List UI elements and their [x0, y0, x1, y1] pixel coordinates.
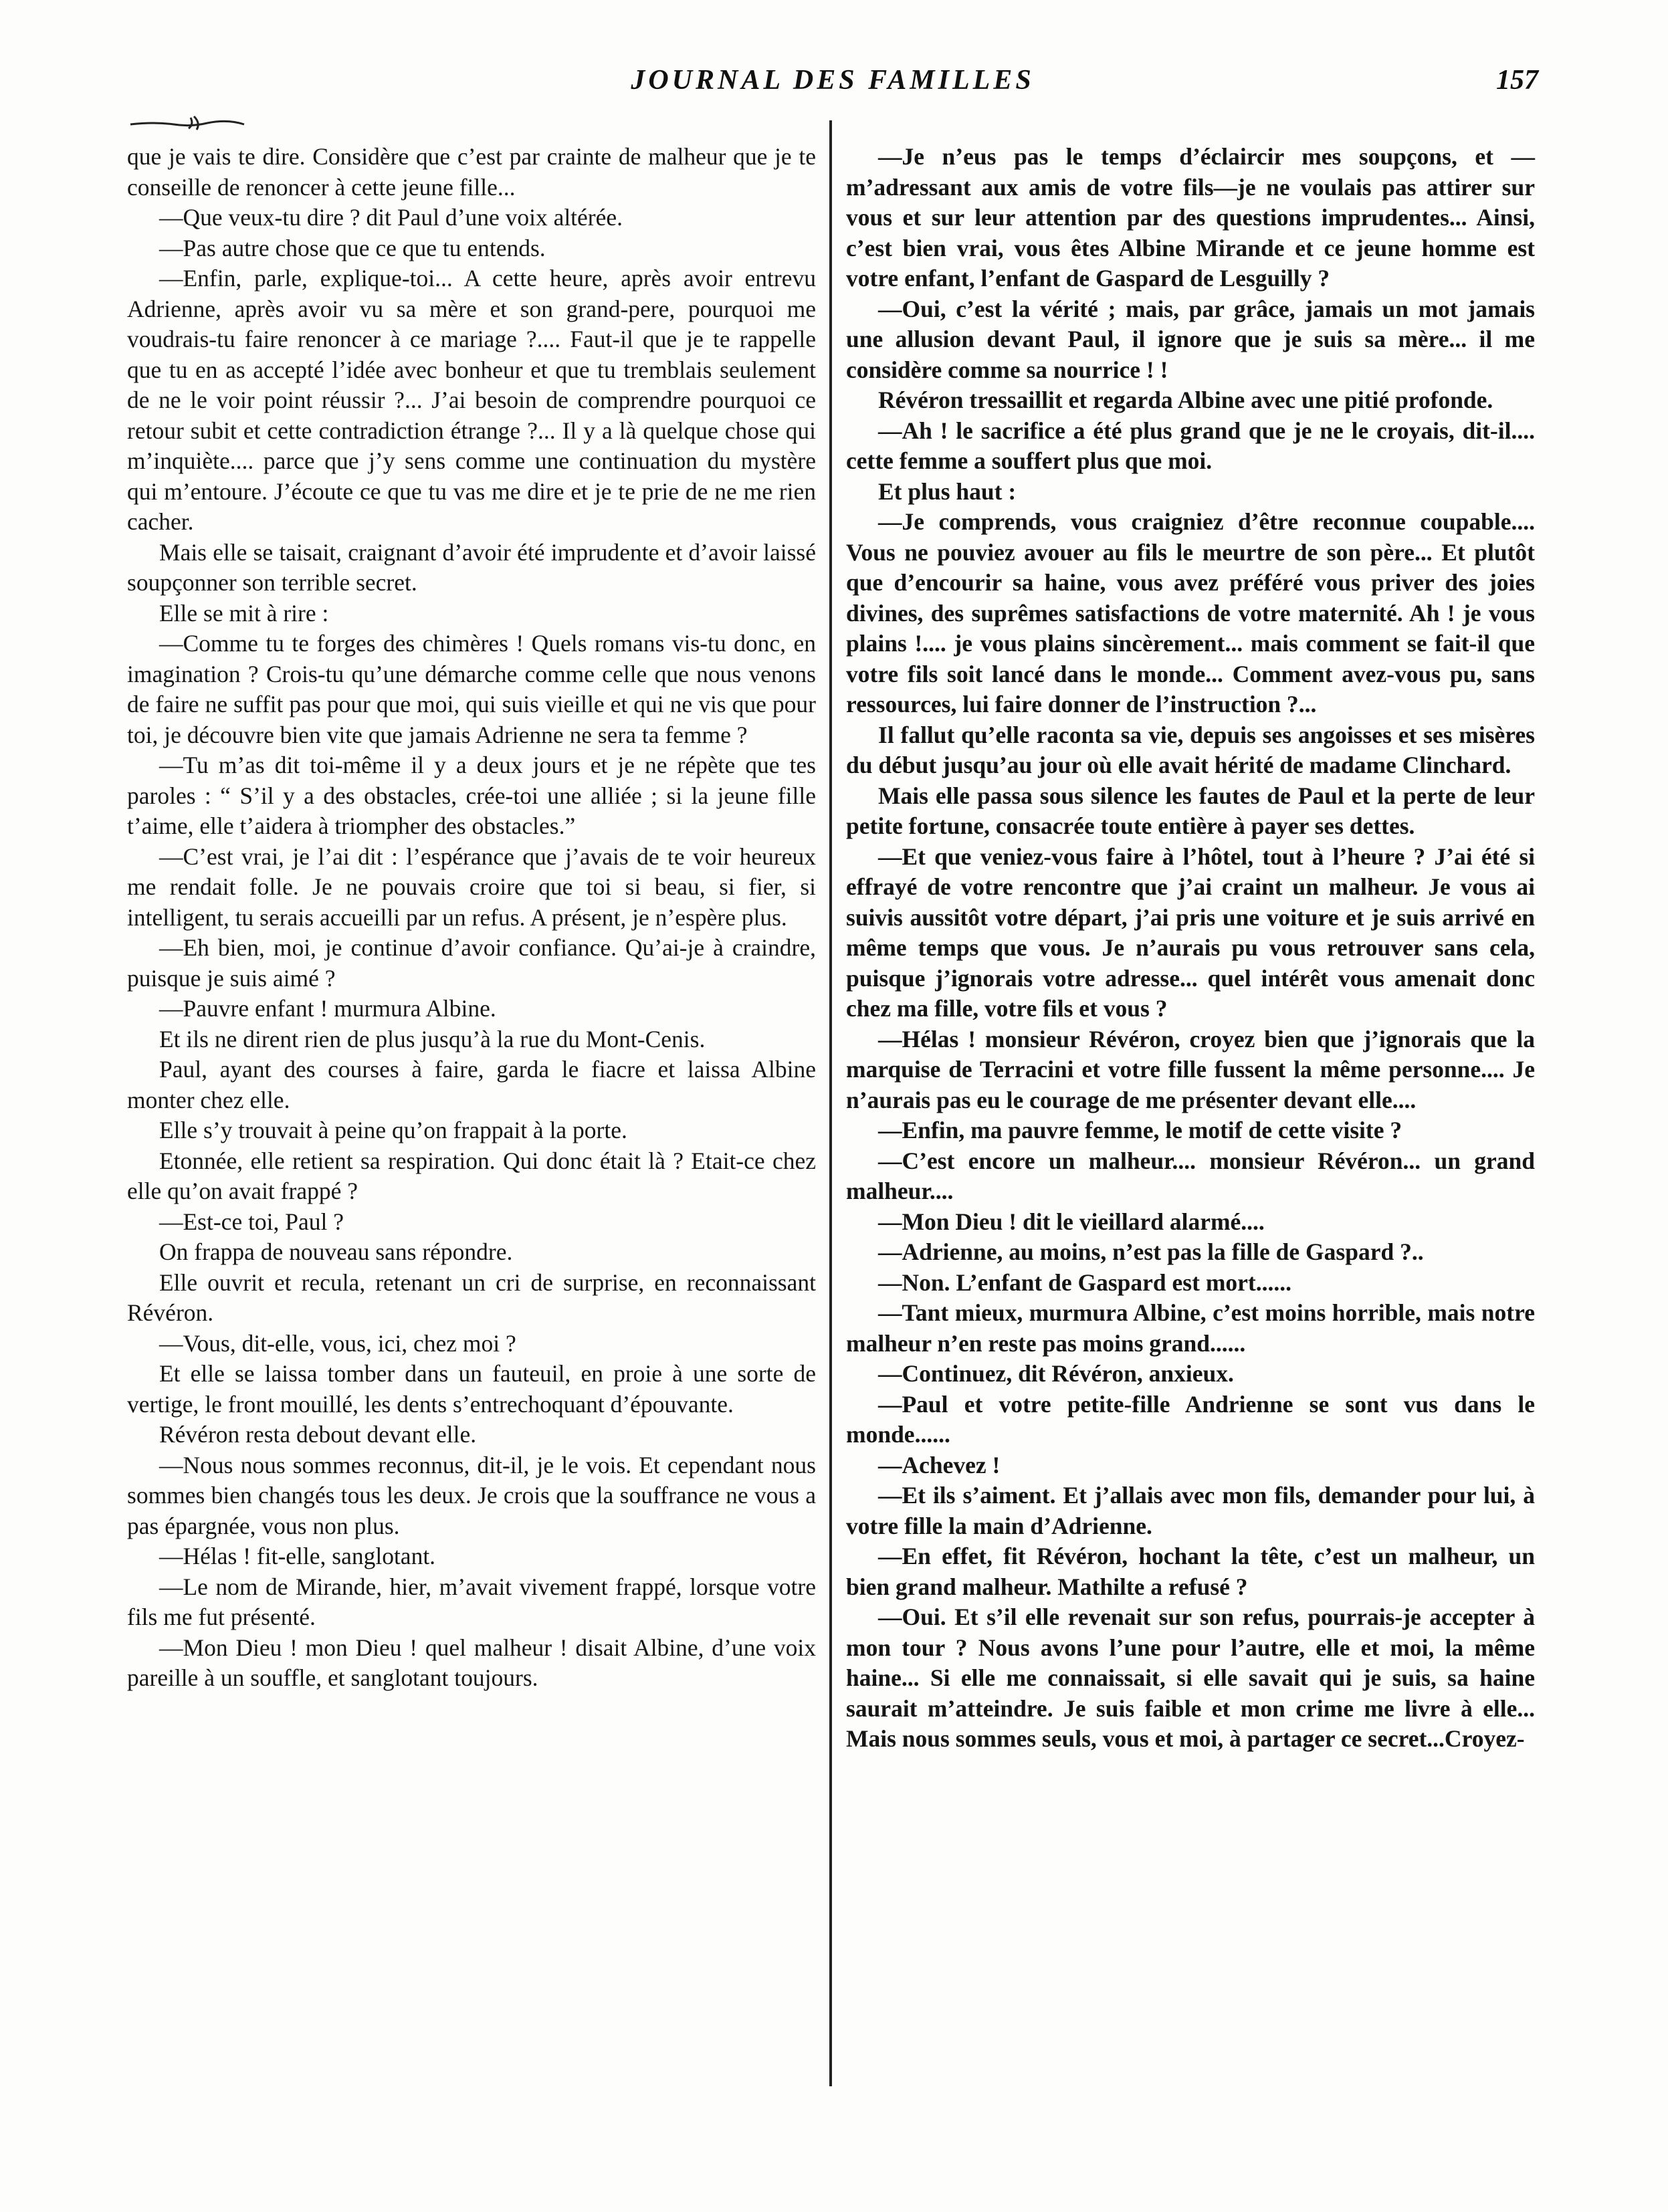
ornament-icon [127, 112, 247, 132]
paragraph: Et plus haut : [878, 477, 1017, 505]
paragraph: —Pas autre chose que ce que tu entends. [159, 234, 546, 261]
page-number: 157 [1496, 65, 1538, 96]
paragraph: —Et que veniez-vous faire à l’hôtel, tout à l’heure ? J’ai été si effrayé de votre rencontre que j’ai craint un malheur. Je vous ai suivis aussitôt votre départ, j’ai pris une voiture et je suis arrivé en même temps que vous. Je n’aurais pu vous retrouver sans cela, puisque j’ignorais votre adresse... quel intérêt vous amenait donc chez ma fille, votre fils et vous ? [846, 843, 1535, 1022]
paragraph: —Le nom de Mirande, hier, m’avait vivement frappé, lorsque votre fils me fut présenté. [127, 1573, 816, 1630]
paragraph: —Continuez, dit Révéron, anxieux. [878, 1360, 1234, 1387]
paragraph: —Paul et votre petite-fille Andrienne se sont vus dans le monde...... [846, 1390, 1535, 1448]
paragraph: —Que veux-tu dire ? dit Paul d’une voix altérée. [159, 204, 623, 231]
paragraph: —Hélas ! monsieur Révéron, croyez bien que j’ignorais que la marquise de Terracini et votre fille fussent la même personne.... Je n’aurais pas eu le courage de me présenter devant elle.... [846, 1025, 1535, 1113]
paragraph: Mais elle se taisait, craignant d’avoir été imprudente et d’avoir laissé soupçonner son terrible secret. [127, 538, 816, 596]
paragraph: Et ils ne dirent rien de plus jusqu’à la rue du Mont-Cenis. [159, 1025, 706, 1053]
paragraph: —Nous nous sommes reconnus, dit-il, je le vois. Et cependant nous sommes bien changés tous les deux. Je crois que la souffrance ne vous a pas épargnée, vous non plus. [127, 1451, 816, 1539]
paragraph: —Tu m’as dit toi-même il y a deux jours et je ne répète que tes paroles : “ S’il y a des obstacles, crée-toi une alliée ; si la jeune fille t’aime, elle t’aidera à triompher des obstacles.” [127, 752, 816, 839]
paragraph: —Vous, dit-elle, vous, ici, chez moi ? [159, 1329, 516, 1357]
paragraph: —Comme tu te forges des chimères ! Quels romans vis-tu donc, en imagination ? Crois-tu qu’une démarche comme celle que nous venons de faire ne suffit pas pour que moi, qui suis vieille et qui ne vis que pour toi, je découvre bien vite que jamais Adrienne ne sera ta femme ? [127, 630, 816, 748]
paragraph: Révéron resta debout devant elle. [159, 1421, 477, 1448]
paragraph: —Achevez ! [878, 1451, 1001, 1478]
paragraph: que je vais te dire. Considère que c’est par crainte de malheur que je te conseille de renoncer à cette jeune fille... [127, 143, 816, 201]
paragraph: —Eh bien, moi, je continue d’avoir confiance. Qu’ai-je à craindre, puisque je suis aimé ? [127, 934, 816, 992]
paragraph: Elle ouvrit et recula, retenant un cri de surprise, en reconnaissant Révéron. [127, 1268, 816, 1326]
right-column [846, 142, 1535, 1755]
paragraph: —Je n’eus pas le temps d’éclaircir mes soupçons, et —m’adressant aux amis de votre fils—je ne voulais pas attirer sur vous et sur leur attention par des questions imprudentes... Ainsi, c’est bien vrai, vous êtes Albine Mirande et ce jeune homme est votre enfant, l’enfant de Gaspard de Lesguilly ? [846, 143, 1535, 292]
paragraph: —Mon Dieu ! mon Dieu ! quel malheur ! disait Albine, d’une voix pareille à un souffle, et sanglotant toujours. [127, 1634, 816, 1691]
paragraph: Et elle se laissa tomber dans un fauteuil, en proie à une sorte de vertige, le front mouillé, les dents s’entrechoquant d’épouvante. [127, 1360, 816, 1418]
paragraph: Mais elle passa sous silence les fautes de Paul et la perte de leur petite fortune, consacrée toute entière à payer ses dettes. [846, 782, 1535, 839]
paragraph: —Non. L’enfant de Gaspard est mort...... [878, 1268, 1291, 1296]
paragraph: —Hélas ! fit-elle, sanglotant. [159, 1543, 436, 1569]
paragraph: —Enfin, ma pauvre femme, le motif de cette visite ? [878, 1117, 1402, 1143]
paragraph: Il fallut qu’elle raconta sa vie, depuis ses angoisses et ses misères du début jusqu’au jour où elle avait hérité de madame Clinchard. [846, 721, 1535, 778]
left-column [127, 142, 816, 1694]
paragraph: On frappa de nouveau sans répondre. [159, 1238, 513, 1265]
paragraph: —Et ils s’aiment. Et j’allais avec mon fils, demander pour lui, à votre fille la main d’Adrienne. [846, 1482, 1535, 1539]
paragraph: Etonnée, elle retient sa respiration. Qui donc était là ? Etait-ce chez elle qu’on avait frappé ? [127, 1147, 816, 1204]
paragraph: —C’est vrai, je l’ai dit : l’espérance que j’avais de te voir heureux me rendait folle. Je ne pouvais croire que toi si beau, si fier, si intelligent, tu serais accueilli par un refus. A présent, je n’espère plus. [127, 843, 816, 931]
paragraph: —Ah ! le sacrifice a été plus grand que je ne le croyais, dit-il.... cette femme a souffert plus que moi. [846, 417, 1535, 474]
paragraph: —Adrienne, au moins, n’est pas la fille de Gaspard ?.. [878, 1238, 1424, 1265]
paragraph: —Mon Dieu ! dit le vieillard alarmé.... [878, 1208, 1265, 1235]
page-header [127, 64, 1538, 104]
paragraph: —Pauvre enfant ! murmura Albine. [159, 995, 496, 1022]
paragraph: —Enfin, parle, explique-toi... A cette heure, après avoir entrevu Adrienne, après avoir vu sa mère et son grand-pere, pourquoi me voudrais-tu faire renoncer à ce mariage ?.... Faut-il que je te rappelle que tu en as accepté l’idée avec bonheur et que tu tremblais seulement de ne le voir point réussir ?... J’ai besoin de comprendre pourquoi ce retour subit et cette contradiction étrange ?... Il y a là quelque chose qui m’inquiète.... parce que j’y sens comme une continuation du mystère qui m’entoure. J’écoute ce que tu vas me dire et je te prie de ne me rien cacher. [127, 265, 816, 535]
journal-title: JOURNAL DES FAMILLES [631, 65, 1035, 96]
paragraph: —C’est encore un malheur.... monsieur Révéron... un grand malheur.... [846, 1147, 1535, 1204]
column-divider [829, 120, 832, 2086]
paragraph: —Je comprends, vous craigniez d’être reconnue coupable.... Vous ne pouviez avouer au fils le meurtre de son père... Et plutôt que d’encourir sa haine, vous avez préféré vous priver des joies divines, des suprêmes satisfactions de votre maternité. Ah ! je vous plains !.... je vous plains sincèrement... mais comment se fait-il que votre fils soit lancé dans le monde... Comment avez-vous pu, sans ressources, lui faire donner de l’instruction ?... [846, 508, 1535, 717]
paragraph: Elle se mit à rire : [159, 599, 329, 627]
paragraph: Paul, ayant des courses à faire, garda le fiacre et laissa Albine monter chez elle. [127, 1056, 816, 1113]
paragraph: —Oui, c’est la vérité ; mais, par grâce, jamais un mot jamais une allusion devant Paul, il ignore que je suis sa mère... il me considère comme sa nourrice ! ! [846, 295, 1535, 383]
paragraph: —Oui. Et s’il elle revenait sur son refus, pourrais-je accepter à mon tour ? Nous avons l’une pour l’autre, elle et moi, la même haine... Si elle me connaissait, si elle savait qui je suis, sa haine saurait m’atteindre. Je suis faible et mon crime me livre à elle... Mais nous sommes seuls, vous et moi, à partager ce secret...Croyez- [846, 1603, 1535, 1752]
paragraph: Révéron tressaillit et regarda Albine avec une pitié profonde. [878, 386, 1493, 413]
paragraph: —Tant mieux, murmura Albine, c’est moins horrible, mais notre malheur n’en reste pas moins grand...... [846, 1299, 1535, 1357]
paragraph: Elle s’y trouvait à peine qu’on frappait à la porte. [159, 1117, 627, 1143]
paragraph: —En effet, fit Révéron, hochant la tête, c’est un malheur, un bien grand malheur. Mathilte a refusé ? [846, 1543, 1535, 1600]
paragraph: —Est-ce toi, Paul ? [159, 1208, 344, 1235]
